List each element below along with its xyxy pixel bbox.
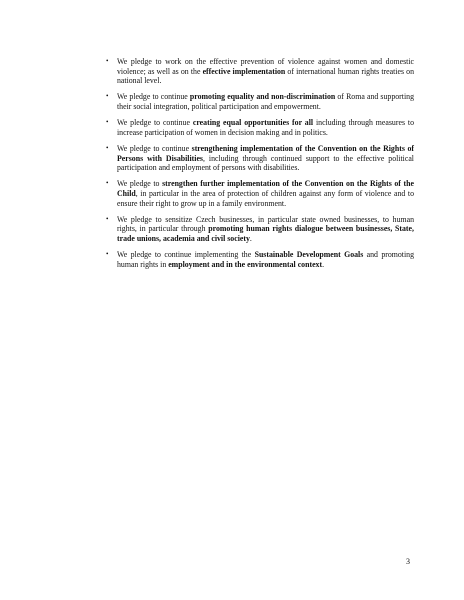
- pledge-emphasis: Sustainable Development Goals: [254, 250, 364, 260]
- pledge-item: [106, 118, 414, 137]
- pledge-text: , in particular in the area of protection of children against any form of violence and to ensure their right to grow up in a family environment.: [117, 188, 414, 208]
- pledge-emphasis: promoting equality and non-discrimination: [189, 92, 336, 102]
- pledge-text: We pledge to continue: [117, 92, 190, 102]
- pledge-text: We pledge to sensitize Czech businesses, in particular state owned businesses, to human rights, in particular through: [117, 214, 414, 234]
- bullet-icon: •: [106, 143, 109, 152]
- pledge-item: [106, 179, 414, 208]
- bullet-icon: •: [106, 179, 109, 188]
- pledge-emphasis: effective implementation: [202, 66, 286, 76]
- bullet-icon: •: [106, 250, 109, 259]
- bullet-icon: •: [106, 92, 109, 101]
- pledge-item: [106, 57, 414, 86]
- pledge-text: We pledge to work on the effective prevention of violence against women and domestic violence; as well as on the: [117, 57, 414, 76]
- pledge-emphasis: strengthening implementation of the Convention on the Rights of Persons with Disabilities: [117, 143, 414, 163]
- bullet-icon: •: [106, 57, 109, 65]
- pledge-text: of Roma and supporting their social integration, political participation and empowerment.: [117, 92, 414, 111]
- pledge-list: [106, 57, 414, 276]
- pledge-emphasis: employment and in the environmental context: [168, 259, 323, 269]
- pledge-text: .: [249, 233, 252, 243]
- pledge-emphasis: strengthen further implementation of the Convention on the Rights of the Child: [117, 179, 414, 198]
- pledge-text: We pledge to: [117, 179, 163, 189]
- bullet-icon: •: [106, 118, 109, 127]
- pledge-text: of international human rights treaties on national level.: [117, 66, 414, 86]
- pledge-text: We pledge to continue: [117, 118, 193, 128]
- pledge-emphasis: creating equal opportunities for all: [192, 118, 314, 128]
- pledge-emphasis: promoting human rights dialogue between businesses, State, trade unions, academia and civil society: [117, 224, 414, 243]
- pledge-item: [106, 92, 414, 111]
- pledge-text: , including through continued support to the effective political participation and employment of persons with disabilities.: [117, 153, 414, 173]
- pledge-item: [106, 215, 414, 244]
- page-number: 3: [406, 557, 410, 566]
- pledge-text: We pledge to continue implementing the: [117, 250, 255, 260]
- bullet-icon: •: [106, 214, 109, 223]
- pledge-item: [106, 250, 414, 269]
- pledge-text: and promoting human rights in: [117, 250, 414, 269]
- pledge-item: [106, 144, 414, 173]
- pledge-text: We pledge to continue: [117, 143, 192, 153]
- pledge-text: .: [322, 259, 325, 269]
- pledge-text: including through measures to increase participation of women in decision making and in politics.: [117, 118, 414, 137]
